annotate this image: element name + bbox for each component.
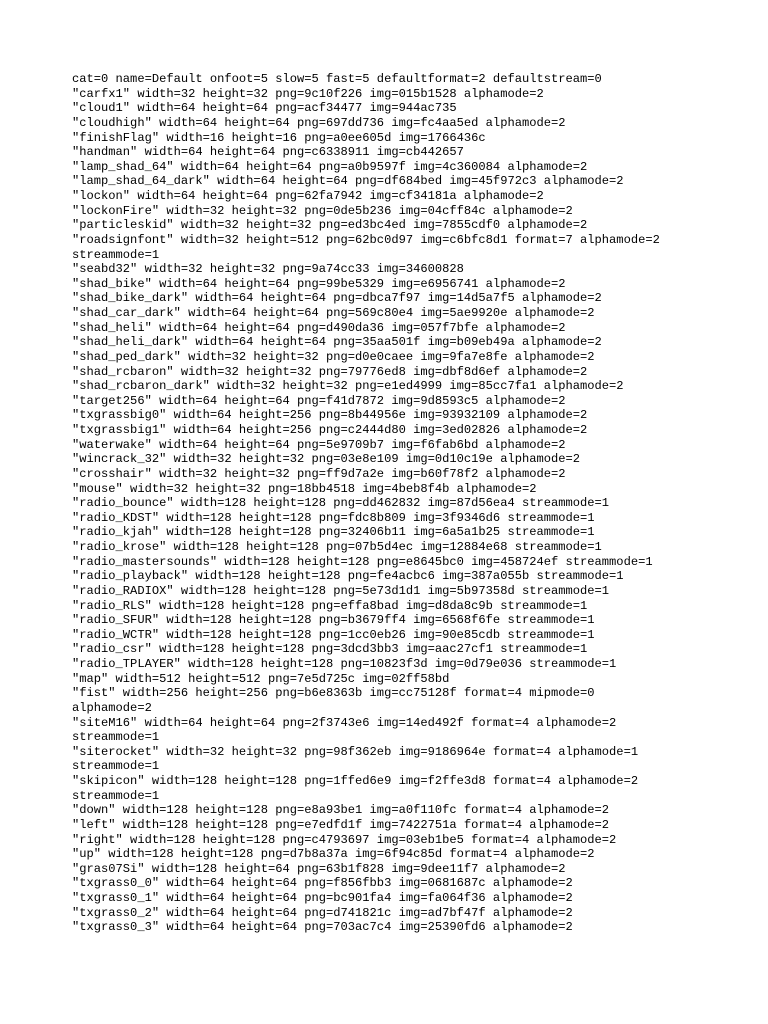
text-line: "left" width=128 height=128 png=e7edfd1f img=7422751a format=4 alphamode=2 — [72, 817, 610, 832]
text-line: "finishFlag" width=16 height=16 png=a0ee605d img=1766436c — [72, 130, 486, 145]
text-line: "siteM16" width=64 height=64 png=2f3743e6 img=14ed492f format=4 alphamode=2 — [72, 715, 617, 730]
text-line: "shad_bike" width=64 height=64 png=99be5329 img=e6956741 alphamode=2 — [72, 276, 566, 291]
text-line: "lamp_shad_64" width=64 height=64 png=a0b9597f img=4c360084 alphamode=2 — [72, 159, 588, 174]
text-line: "gras07Si" width=128 height=64 png=63b1f828 img=9dee11f7 alphamode=2 — [72, 861, 566, 876]
text-line: "carfx1" width=32 height=32 png=9c10f226 img=015b1528 alphamode=2 — [72, 86, 544, 101]
text-line: "lockonFire" width=32 height=32 png=0de5b236 img=04cff84c alphamode=2 — [72, 203, 573, 218]
text-line: "radio_bounce" width=128 height=128 png=dd462832 img=87d56ea4 streammode=1 — [72, 496, 610, 511]
text-line: "radio_mastersounds" width=128 height=128 png=e8645bc0 img=458724ef streammode=1 — [72, 554, 653, 569]
text-line: "txgrass0_3" width=64 height=64 png=703ac7c4 img=25390fd6 alphamode=2 — [72, 920, 573, 935]
text-line: "txgrass0_1" width=64 height=64 png=bc901fa4 img=fa064f36 alphamode=2 — [72, 891, 573, 905]
text-line: streammode=1 — [72, 759, 160, 774]
text-line: "crosshair" width=32 height=32 png=ff9d7a2e img=b60f78f2 alphamode=2 — [72, 466, 566, 481]
text-line: "radio_WCTR" width=128 height=128 png=1cc0eb26 img=90e85cdb streammode=1 — [72, 627, 595, 642]
text-line: "siterocket" width=32 height=32 png=98f362eb img=9186964e format=4 alphamode=1 — [72, 744, 639, 759]
text-line: "map" width=512 height=512 png=7e5d725c img=02ff58bd — [72, 671, 450, 686]
text-line: "target256" width=64 height=64 png=f41d7872 img=9d8593c5 alphamode=2 — [72, 393, 566, 408]
text-line: "handman" width=64 height=64 png=c6338911 img=cb442657 — [72, 145, 464, 160]
text-line: "shad_car_dark" width=64 height=64 png=569c80e4 img=5ae9920e alphamode=2 — [72, 306, 595, 320]
text-line: "radio_RLS" width=128 height=128 png=effa8bad img=d8da8c9b streammode=1 — [72, 598, 588, 613]
text-line: "cloud1" width=64 height=64 png=acf34477 img=944ac735 — [72, 101, 457, 116]
text-line: "txgrassbig1" width=64 height=256 png=c2444d80 img=3ed02826 alphamode=2 — [72, 423, 588, 437]
text-line: "mouse" width=32 height=32 png=18bb4518 img=4beb8f4b alphamode=2 — [72, 481, 537, 496]
text-line: "roadsignfont" width=32 height=512 png=62bc0d97 img=c6bfc8d1 format=7 alphamode=2 — [72, 232, 660, 247]
text-line: "txgrass0_0" width=64 height=64 png=f856fbb3 img=0681687c alphamode=2 — [72, 876, 573, 891]
text-line: "radio_krose" width=128 height=128 png=07b5d4ec img=12884e68 streammode=1 — [72, 540, 602, 554]
text-line: "radio_SFUR" width=128 height=128 png=b3679ff4 img=6568f6fe streammode=1 — [72, 613, 595, 628]
text-line: "radio_csr" width=128 height=128 png=3dcd3bb3 img=aac27cf1 streammode=1 — [72, 642, 588, 657]
text-line: "radio_KDST" width=128 height=128 png=fdc8b809 img=3f9346d6 streammode=1 — [72, 510, 595, 525]
text-line: "shad_rcbaron" width=32 height=32 png=79776ed8 img=dbf8d6ef alphamode=2 — [72, 364, 588, 379]
text-line: "txgrass0_2" width=64 height=64 png=d741821c img=ad7bf47f alphamode=2 — [72, 905, 573, 920]
text-line: streammode=1 — [72, 247, 160, 262]
text-line: "right" width=128 height=128 png=c4793697 img=03eb1be5 format=4 alphamode=2 — [72, 832, 617, 847]
text-line: "txgrassbig0" width=64 height=256 png=8b44956e img=93932109 alphamode=2 — [72, 408, 588, 423]
text-line: "radio_kjah" width=128 height=128 png=32406b11 img=6a5a1b25 streammode=1 — [72, 525, 595, 540]
text-line: "skipicon" width=128 height=128 png=1ffed6e9 img=f2ffe3d8 format=4 alphamode=2 — [72, 774, 639, 788]
text-line: "shad_rcbaron_dark" width=32 height=32 png=e1ed4999 img=85cc7fa1 alphamode=2 — [72, 379, 624, 394]
text-line: "shad_heli" width=64 height=64 png=d490da36 img=057f7bfe alphamode=2 — [72, 320, 566, 335]
text-line: "radio_playback" width=128 height=128 png=fe4acbc6 img=387a055b streammode=1 — [72, 569, 624, 584]
text-line: "fist" width=256 height=256 png=b6e8363b img=cc75128f format=4 mipmode=0 — [72, 686, 595, 701]
text-line: "shad_bike_dark" width=64 height=64 png=dbca7f97 img=14d5a7f5 alphamode=2 — [72, 291, 602, 306]
text-line: "radio_RADIOX" width=128 height=128 png=5e73d1d1 img=5b97358d streammode=1 — [72, 583, 610, 598]
document-body — [72, 72, 712, 935]
text-line: "radio_TPLAYER" width=128 height=128 png=10823f3d img=0d79e036 streammode=1 — [72, 657, 617, 671]
text-line: "particleskid" width=32 height=32 png=ed3bc4ed img=7855cdf0 alphamode=2 — [72, 218, 588, 233]
text-line: "cloudhigh" width=64 height=64 png=697dd736 img=fc4aa5ed alphamode=2 — [72, 115, 566, 130]
text-line: "shad_ped_dark" width=32 height=32 png=d0e0caee img=9fa7e8fe alphamode=2 — [72, 349, 595, 364]
text-line: "up" width=128 height=128 png=d7b8a37a img=6f94c85d format=4 alphamode=2 — [72, 847, 595, 862]
text-line: "wincrack_32" width=32 height=32 png=03e8e109 img=0d10c19e alphamode=2 — [72, 452, 581, 467]
text-line: streammode=1 — [72, 788, 160, 803]
text-line: "seabd32" width=32 height=32 png=9a74cc33 img=34600828 — [72, 262, 464, 277]
text-line: "down" width=128 height=128 png=e8a93be1 img=a0f110fc format=4 alphamode=2 — [72, 803, 610, 818]
text-line: streammode=1 — [72, 730, 160, 745]
text-line: alphamode=2 — [72, 700, 152, 715]
text-line: "waterwake" width=64 height=64 png=5e9709b7 img=f6fab6bd alphamode=2 — [72, 437, 566, 452]
text-line: "lamp_shad_64_dark" width=64 height=64 png=df684bed img=45f972c3 alphamode=2 — [72, 174, 624, 189]
text-line: "shad_heli_dark" width=64 height=64 png=35aa501f img=b09eb49a alphamode=2 — [72, 335, 602, 350]
text-line: "lockon" width=64 height=64 png=62fa7942 img=cf34181a alphamode=2 — [72, 189, 544, 203]
text-line: cat=0 name=Default onfoot=5 slow=5 fast=5 defaultformat=2 defaultstream=0 — [72, 72, 602, 86]
